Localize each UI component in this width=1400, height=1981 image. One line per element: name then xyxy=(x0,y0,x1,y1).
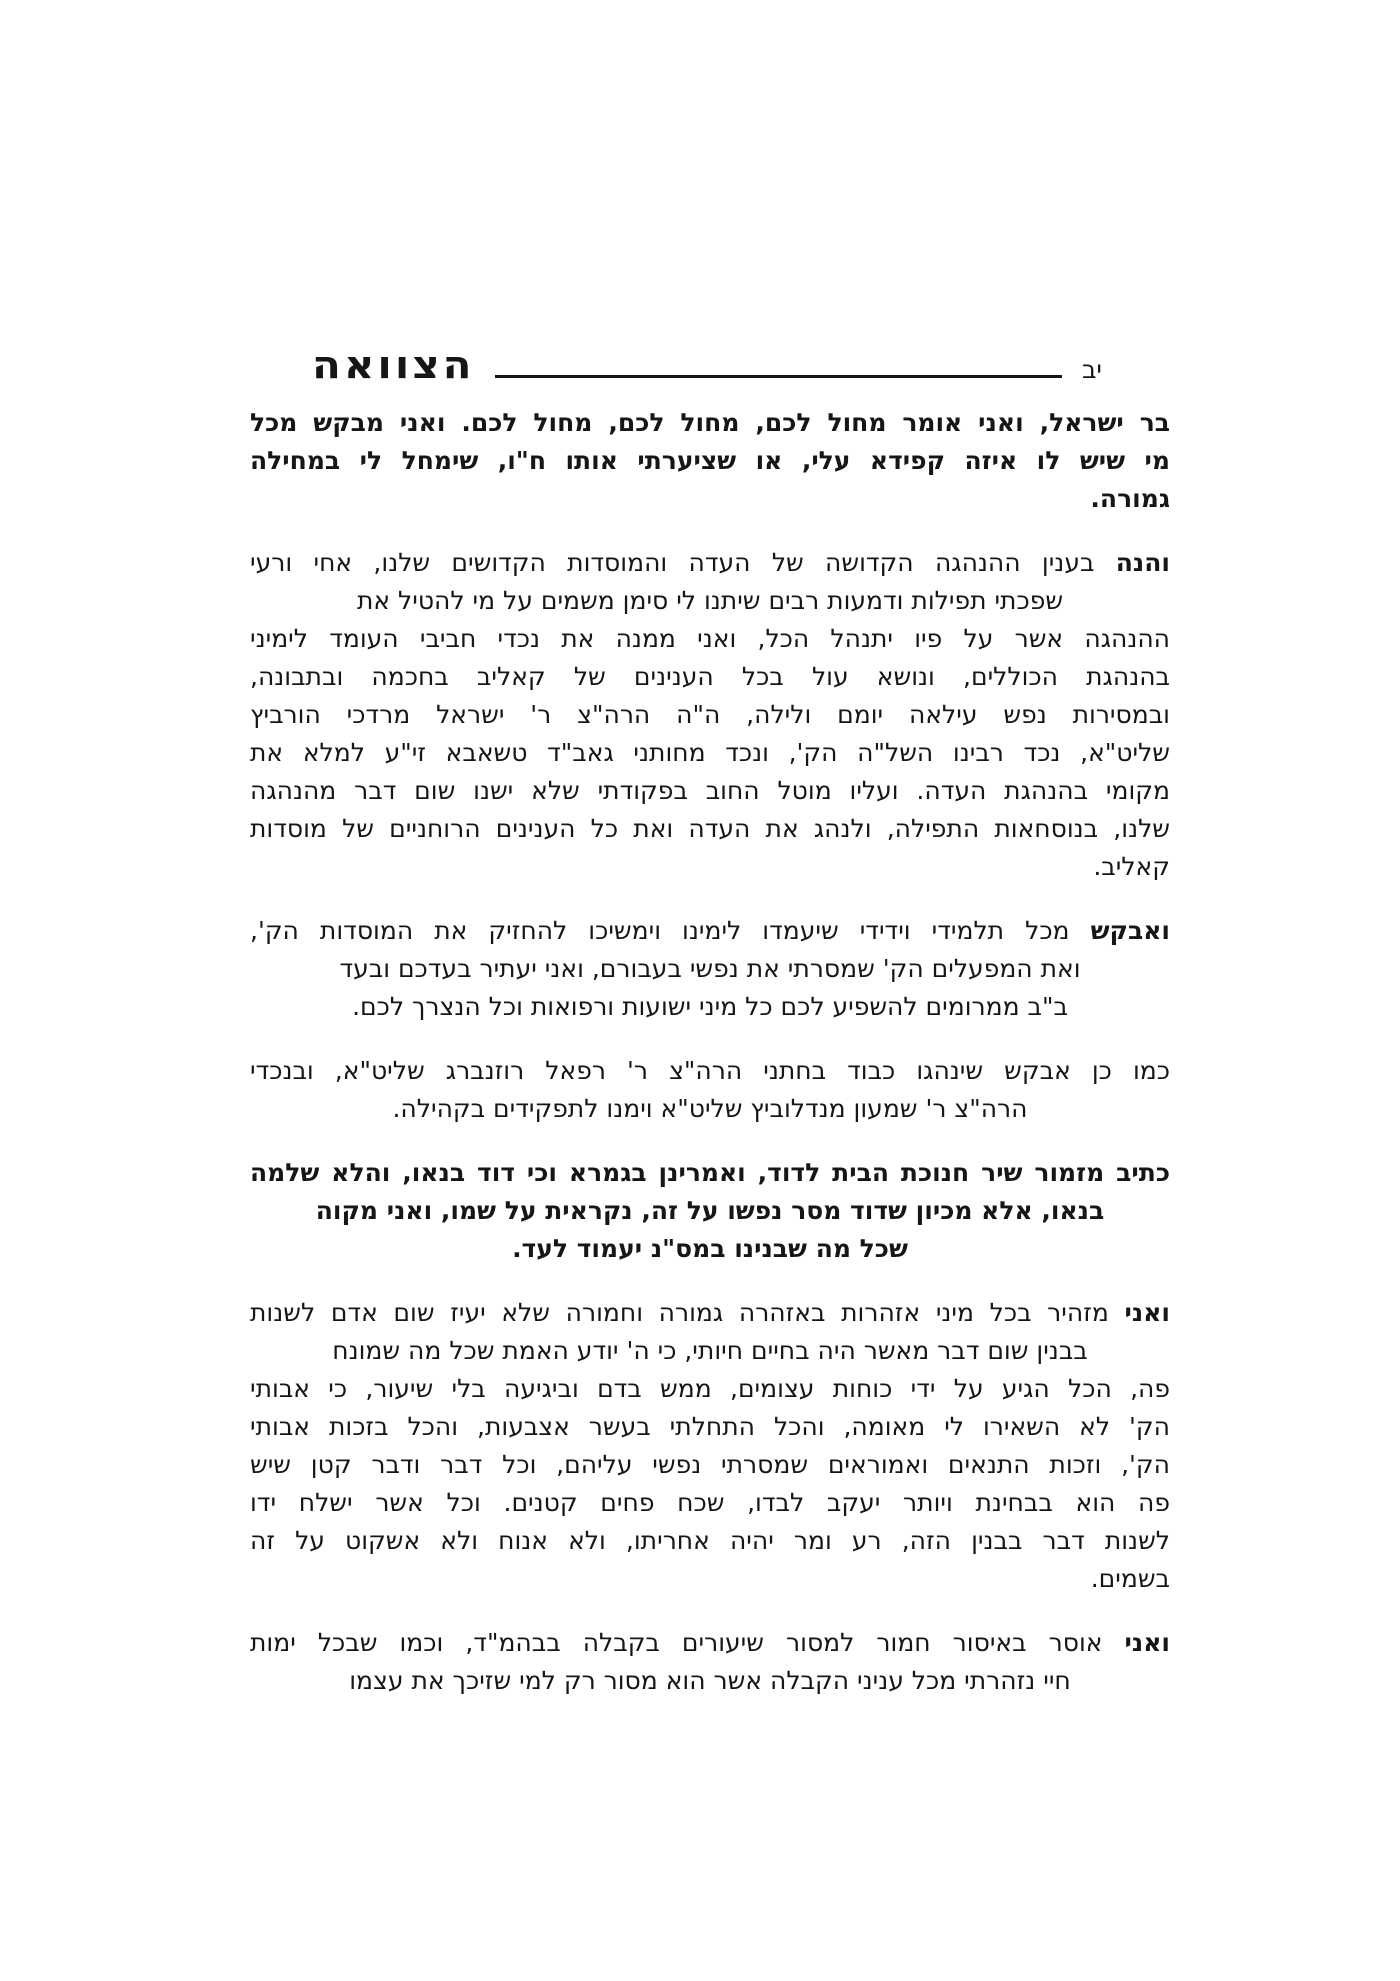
text-line: שליט"א, נכד רבינו השל"ה הק', ונכד מחותני גאב"ד טשאבא זי"ע למלא את xyxy=(250,738,1170,767)
text-line: הק' לא השאירו לי מאומה, והכל התחלתי בעשר אצבעות, והכל בזכות אבותי xyxy=(250,1412,1170,1441)
paragraph-3 xyxy=(250,912,1170,1026)
text-line: מקומי בהנהגת העדה. ועליו מוטל החוב בפקודתי שלא ישנו שום דבר מהנהגה xyxy=(250,776,1170,805)
text-line: שפכתי תפילות ודמעות רבים שיתנו לי סימן משמים על מי להטיל את xyxy=(356,586,1064,615)
text-line: בנאו, אלא מכיון שדוד מסר נפשו על זה, נקראית על שמו, ואני מקוה xyxy=(315,1196,1105,1225)
page-title: הצוואה xyxy=(312,342,475,388)
text-line: ובמסירות נפש עילאה יומם ולילה, ה"ה הרה"צ ר' ישראל מרדכי הורביץ xyxy=(250,700,1170,729)
text-line: לשנות דבר בבנין הזה, רע ומר יהיה אחריתו, ולא אנוח ולא אשקוט על זה xyxy=(250,1526,1170,1555)
text-line: שכל מה שבנינו במס"נ יעמוד לעד. xyxy=(512,1234,908,1263)
text-line: שלנו, בנוסחאות התפילה, ולנהג את העדה ואת כל הענינים הרוחניים של מוסדות xyxy=(250,814,1170,843)
paragraph-lead-word: ואני xyxy=(1124,1298,1170,1327)
paragraph-lead-word: ואני xyxy=(1124,1628,1170,1657)
text-line: פה, הכל הגיע על ידי כוחות עצומים, ממש בדם וביגיעה בלי שיעור, כי אבותי xyxy=(250,1374,1170,1403)
text-line: ואני אוסר באיסור חמור למסור שיעורים בקבלה בבהמ"ד, וכמו שבכל ימות xyxy=(250,1628,1170,1657)
text-line: ההנהגה אשר על פיו יתנהל הכל, ואני ממנה את נכדי חביבי העומד לימיני xyxy=(250,624,1170,653)
page-number: יב xyxy=(1081,355,1102,384)
text-line: הק', וזכות התנאים ואמוראים שמסרתי נפשי עליהם, וכל דבר ודבר קטן שיש xyxy=(250,1450,1170,1479)
paragraph-6 xyxy=(250,1294,1170,1598)
text-line: הרה"צ ר' שמעון מנדלוביץ שליט"א וימנו לתפקידים בקהילה. xyxy=(392,1094,1028,1123)
text-line: חיי נזהרתי מכל עניני הקבלה אשר הוא מסור רק למי שזיכך את עצמו xyxy=(349,1666,1071,1695)
text-line: ואני מזהיר בכל מיני אזהרות באזהרה גמורה וחמורה שלא יעיז שום אדם לשנות xyxy=(250,1298,1170,1327)
paragraph-lead-word: ואבקש xyxy=(1090,916,1170,945)
text-line: כמו כן אבקש שינהגו כבוד בחתני הרה"צ ר' רפאל רוזנברג שליט"א, ובנכדי xyxy=(250,1056,1170,1085)
paragraph-1 xyxy=(250,404,1170,518)
paragraph-2 xyxy=(250,544,1170,886)
header-rule xyxy=(495,375,1062,378)
text-line: ואת המפעלים הק' שמסרתי את נפשי בעבורם, ואני יעתיר בעדכם ובעד xyxy=(339,954,1081,983)
text-block xyxy=(250,404,1170,1726)
paragraph-4 xyxy=(250,1052,1170,1128)
paragraph-5 xyxy=(250,1154,1170,1268)
text-line: גמורה. xyxy=(1090,484,1170,513)
text-line: פה הוא בבחינת ויותר יעקב לבדו, שכח פחים קטנים. וכל אשר ישלח ידו xyxy=(250,1488,1170,1517)
paragraph-lead-word: והנה xyxy=(1115,548,1170,577)
text-line: קאליב. xyxy=(1093,852,1170,881)
text-line: בשמים. xyxy=(1090,1564,1170,1593)
text-line: כתיב מזמור שיר חנוכת הבית לדוד, ואמרינן בגמרא וכי דוד בנאו, והלא שלמה xyxy=(250,1158,1170,1187)
text-line: ואבקש מכל תלמידי וידידי שיעמדו לימינו וימשיכו להחזיק את המוסדות הק', xyxy=(250,916,1170,945)
page-header xyxy=(312,336,1102,388)
text-line: בר ישראל, ואני אומר מחול לכם, מחול לכם, מחול לכם. ואני מבקש מכל xyxy=(250,408,1170,437)
text-line: בהנהגת הכוללים, ונושא עול בכל הענינים של קאליב בחכמה ובתבונה, xyxy=(250,662,1170,691)
paragraph-7 xyxy=(250,1624,1170,1700)
text-line: מי שיש לו איזה קפידא עלי, או שציערתי אותו ח"ו, שימחל לי במחילה xyxy=(250,446,1170,475)
text-line: בבנין שום דבר מאשר היה בחיים חיותי, כי ה' יודע האמת שכל מה שמונח xyxy=(332,1336,1088,1365)
text-line: ב"ב ממרומים להשפיע לכם כל מיני ישועות ורפואות וכל הנצרך לכם. xyxy=(352,992,1068,1021)
text-line: והנה בענין ההנהגה הקדושה של העדה והמוסדות הקדושים שלנו, אחי ורעי xyxy=(250,548,1170,577)
